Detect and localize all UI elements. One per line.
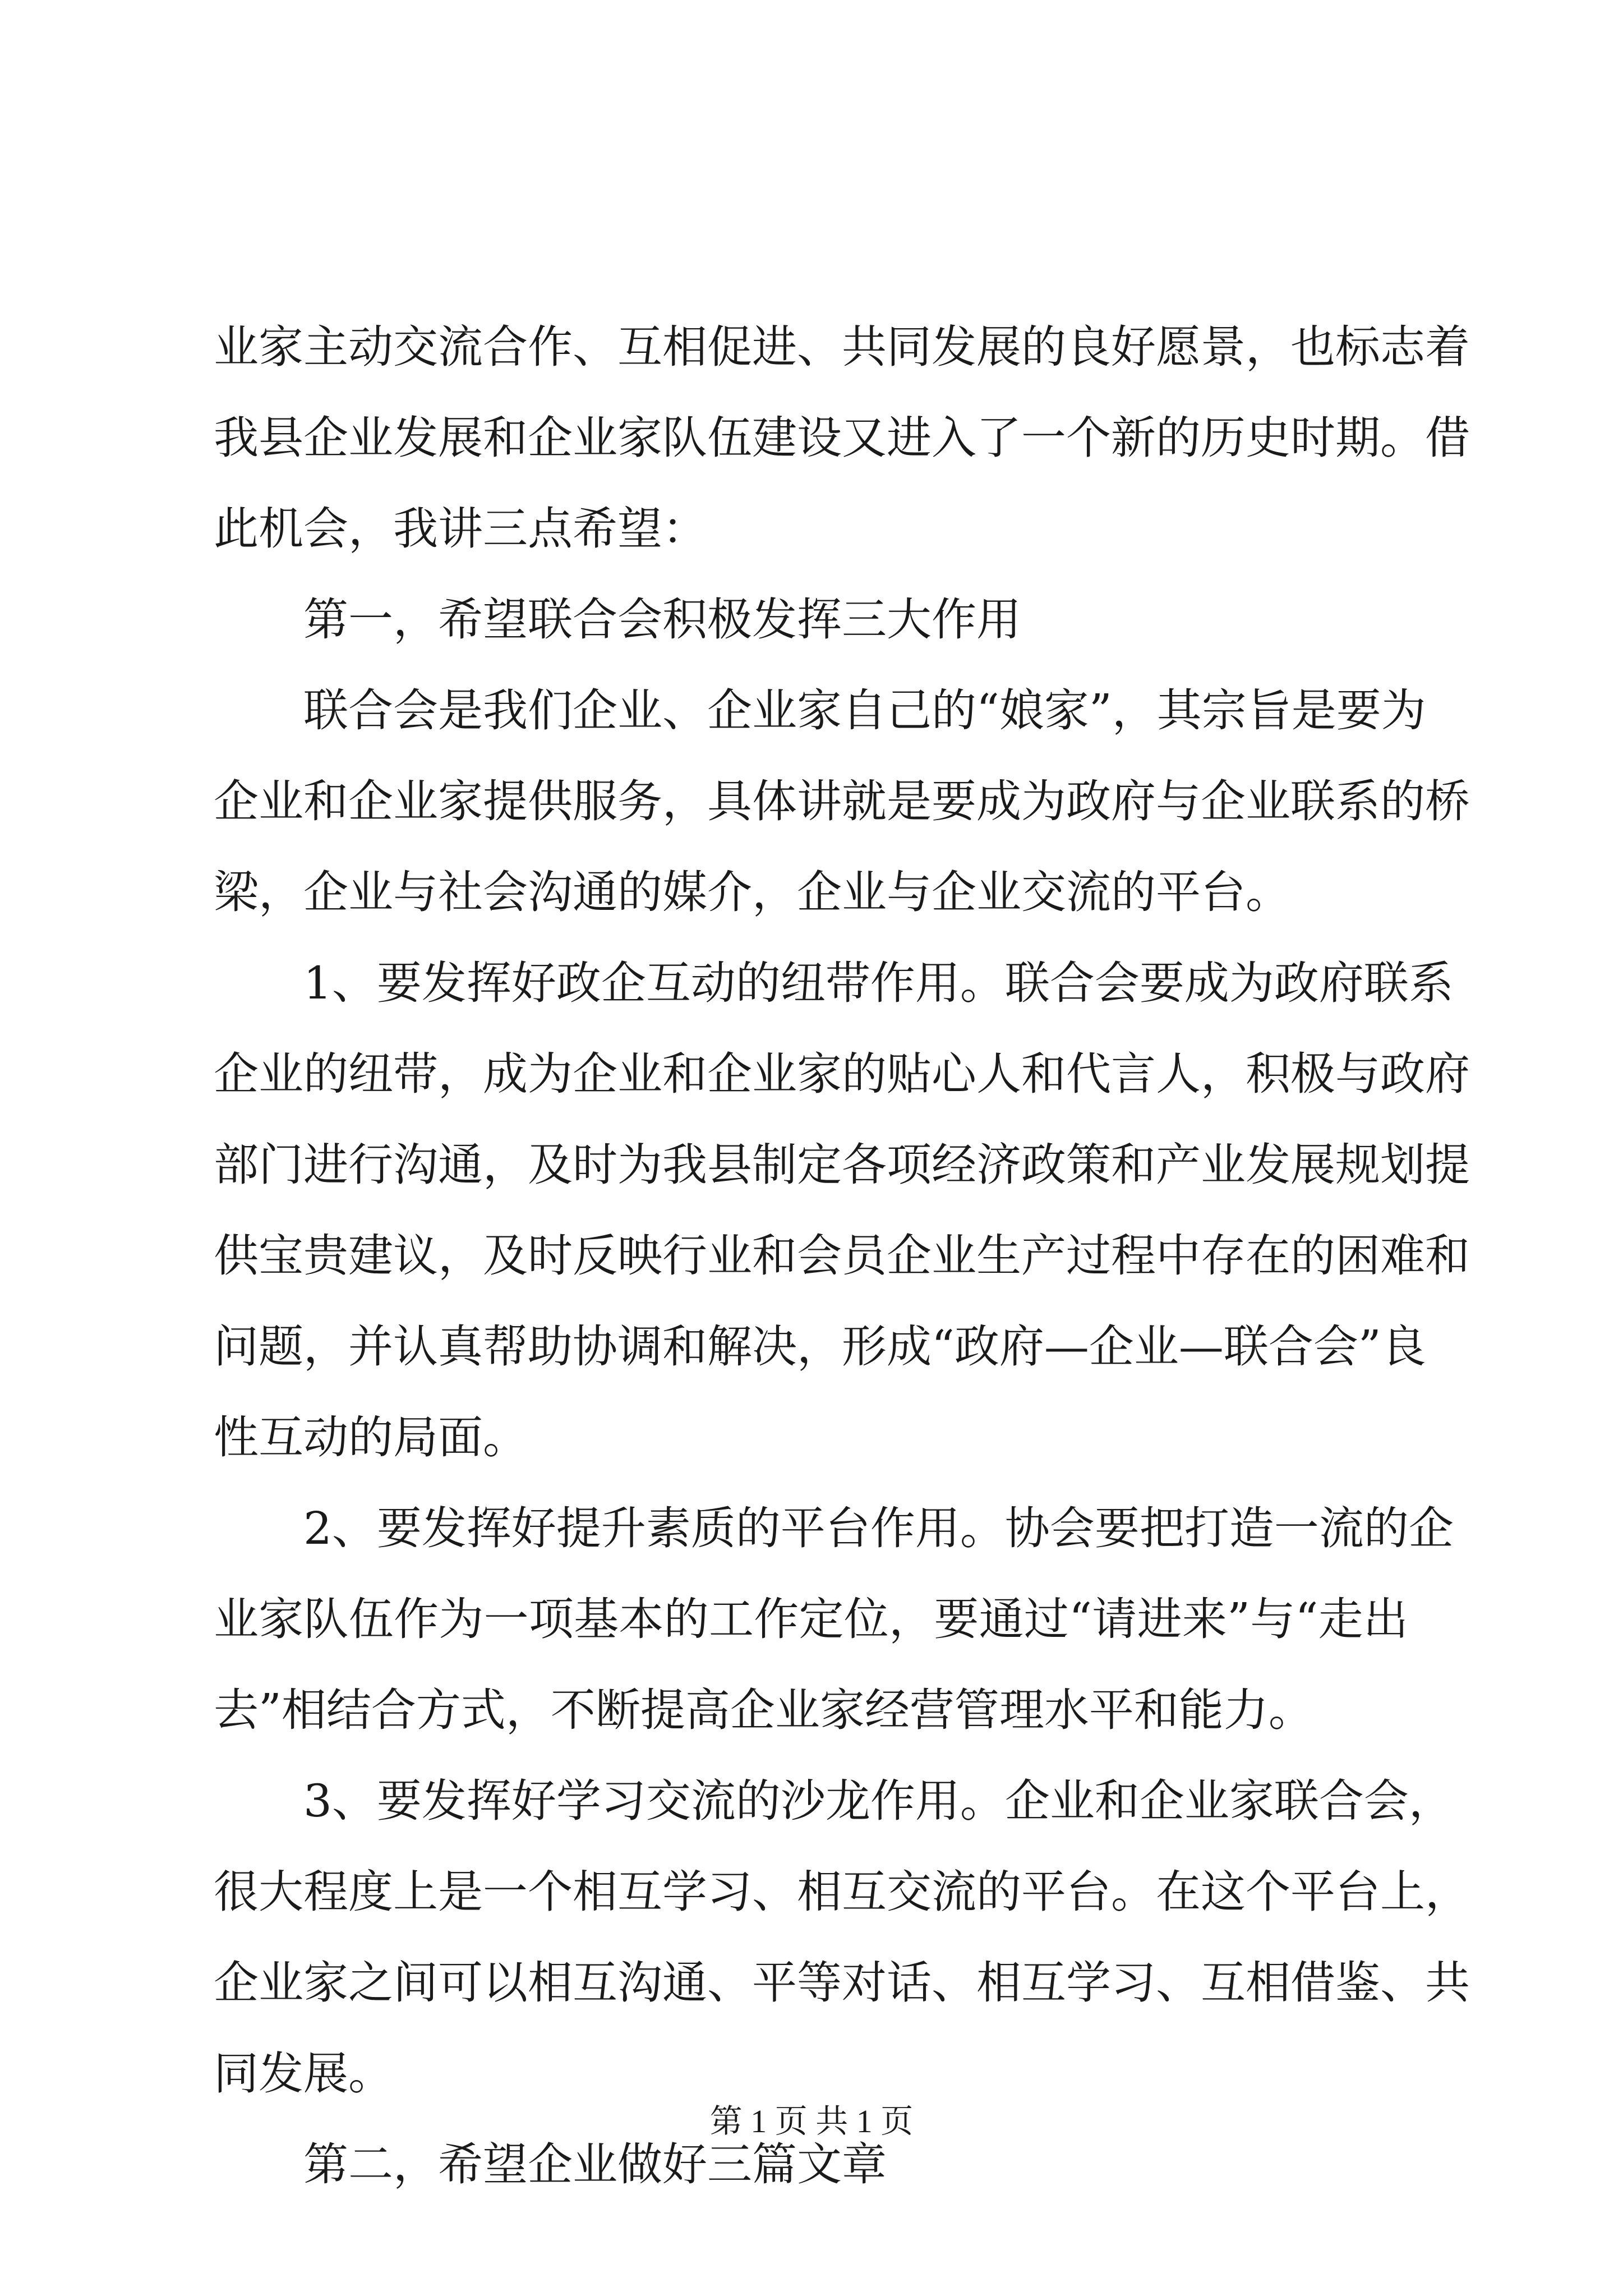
text-line: 业家主动交流合作、互相促进、共同发展的良好愿景，也标志着 — [214, 321, 1470, 373]
document-body — [214, 302, 1470, 2210]
section-heading: 第一，希望联合会积极发挥三大作用 — [303, 593, 1021, 646]
text-line: 联合会是我们企业、企业家自己的“娘家”，其宗旨是要为 — [303, 684, 1426, 737]
text-line: 部门进行沟通，及时为我县制定各项经济政策和产业发展规划提 — [214, 1139, 1470, 1191]
text-line: 我县企业发展和企业家队伍建设又进入了一个新的历史时期。借 — [214, 412, 1470, 464]
text-line: 企业和企业家提供服务，具体讲就是要成为政府与企业联系的桥 — [214, 775, 1470, 827]
paragraph-item-2 — [214, 1483, 1454, 1756]
text-line: 同发展。 — [214, 2047, 393, 2100]
text-line: 企业家之间可以相互沟通、平等对话、相互学习、互相借鉴、共 — [214, 1957, 1470, 2009]
text-line: 此机会，我讲三点希望： — [214, 503, 707, 555]
text-line: 3、要发挥好学习交流的沙龙作用。企业和企业家联合会， — [303, 1775, 1454, 1827]
page-number-label: 第 1 页 共 1 页 — [709, 2103, 914, 2139]
paragraph-item-1 — [214, 938, 1470, 1483]
paragraph-continuation — [214, 302, 1470, 574]
text-line: 企业的纽带，成为企业和企业家的贴心人和代言人，积极与政府 — [214, 1048, 1470, 1100]
page-footer — [0, 2099, 1623, 2144]
text-line: 1、要发挥好政企互动的纽带作用。联合会要成为政府联系 — [303, 957, 1454, 1009]
paragraph-item-3 — [214, 1756, 1470, 2119]
text-line: 供宝贵建议，及时反映行业和会员企业生产过程中存在的困难和 — [214, 1230, 1470, 1282]
paragraph-federation-purpose — [214, 665, 1470, 938]
text-line: 业家队伍作为一项基本的工作定位，要通过“请进来”与“走出 — [214, 1593, 1408, 1645]
heading-first-point — [214, 574, 1408, 665]
text-line: 问题，并认真帮助协调和解决，形成“政府—企业—联合会”良 — [214, 1320, 1426, 1373]
section-heading: 第二，希望企业做好三篇文章 — [303, 2138, 887, 2191]
text-line: 梁，企业与社会沟通的媒介，企业与企业交流的平台。 — [214, 866, 1290, 918]
text-line: 2、要发挥好提升素质的平台作用。协会要把打造一流的企 — [303, 1502, 1454, 1554]
text-line: 很大程度上是一个相互学习、相互交流的平台。在这个平台上， — [214, 1866, 1470, 1918]
text-line: 去”相结合方式，不断提高企业家经营管理水平和能力。 — [214, 1684, 1313, 1736]
text-line: 性互动的局面。 — [214, 1411, 528, 1464]
